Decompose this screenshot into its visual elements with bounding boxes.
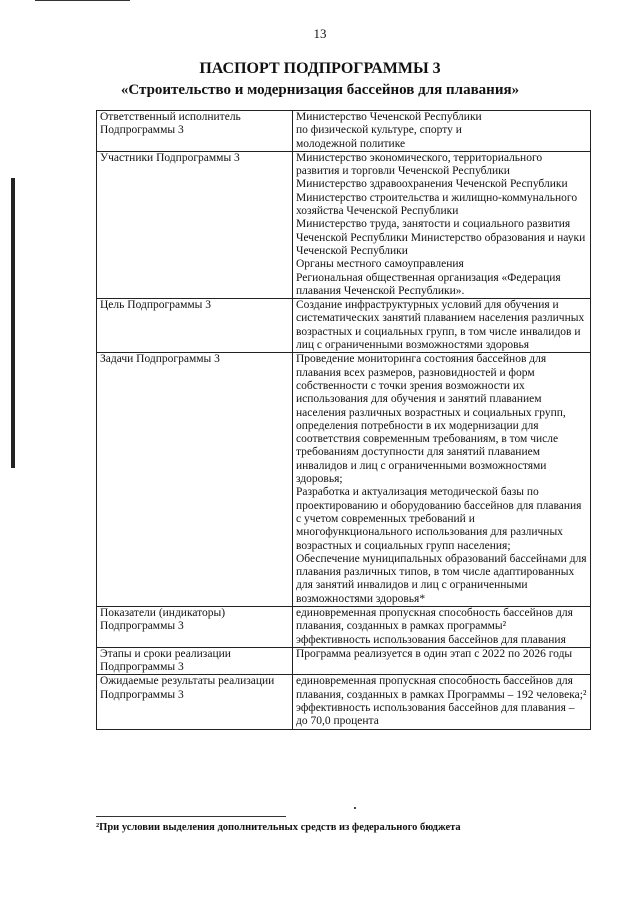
row-value <box>293 111 591 152</box>
page-number: 13 <box>313 26 327 41</box>
row-label: Этапы и сроки реализации Подпрограммы 3 <box>97 647 293 675</box>
value-line: Программа реализуется в один этап с 2022 по 2026 годы <box>296 647 573 660</box>
row-value <box>293 606 591 647</box>
row-label: Участники Подпрограммы 3 <box>97 151 293 298</box>
top-rule <box>35 0 130 1</box>
value-line: Министерство строительства и жилищно-коммунального хозяйства Чеченской Республики <box>296 191 578 218</box>
row-label: Показатели (индикаторы) Подпрограммы 3 <box>97 606 293 647</box>
value-line: Разработка и актуализация методической базы по проектированию и оборудованию бассейнов для плавания с учетом современных требований и многофункционального использования для различных возрастных и социальных групп населения; <box>296 486 582 552</box>
scan-margin-mark <box>11 178 15 468</box>
value-line: молодежной политике <box>296 137 406 150</box>
row-value <box>293 299 591 353</box>
document-title: ПАСПОРТ ПОДПРОГРАММЫ 3 <box>199 60 441 77</box>
row-label: Ожидаемые результаты реализации Подпрограммы 3 <box>97 675 293 729</box>
value-line: Министерство здравоохранения Чеченской Республики <box>296 178 568 191</box>
row-value <box>293 151 591 298</box>
value-line: Региональная общественная организация «Федерация плавания Чеченской Республики». <box>296 271 561 297</box>
table-row <box>97 606 591 647</box>
value-line: Проведение мониторинга состояния бассейнов для плавания всех размеров, разновидностей и форм собственности с точки зрения возможности их использования для обучения и занятий плаванием населения различных возрастных и социальных групп, определения потребности в их модернизации для соответствия современным требованиям, в том числе требованиям доступности для занятий плаванием инвалидов и лиц с ограниченными возможностями здоровья; <box>296 353 566 486</box>
value-line: эффективность использования бассейнов для плавания – до 70,0 процента <box>296 702 575 728</box>
value-line: Министерство экономического, территориального развития и торговли Чеченской Республики <box>296 151 543 178</box>
document-subtitle: «Строительство и модернизация бассейнов для плавания» <box>120 82 520 98</box>
row-value <box>293 353 591 607</box>
footnote-separator <box>96 816 286 817</box>
value-line: Министерство Чеченской Республики <box>296 111 482 123</box>
table-row <box>97 299 591 353</box>
footnote: ²При условии выделения дополнительных средств из федерального бюджета <box>96 822 461 833</box>
table-row <box>97 151 591 298</box>
table-row <box>97 111 591 152</box>
row-label: Ответственный исполнитель Подпрограммы 3 <box>97 111 293 152</box>
value-line: эффективность использования бассейнов для плавания <box>296 633 566 646</box>
value-line: единовременная пропускная способность бассейнов для плавания, созданных в рамках Программы – 192 человека;² <box>296 675 587 701</box>
value-line: единовременная пропускная способность бассейнов для плавания, созданных в рамках программы² <box>296 606 573 633</box>
value-line: по физической культуре, спорту и <box>296 124 462 137</box>
value-line: Органы местного самоуправления <box>296 258 464 271</box>
row-label: Задачи Подпрограммы 3 <box>97 353 293 607</box>
value-line: Создание инфраструктурных условий для обучения и систематических занятий плаванием населения различных возрастных и социальных групп, в том числе инвалидов и лиц с ограниченными возможностями здоровья <box>296 299 585 352</box>
value-line: Обеспечение муниципальных образований бассейнами для плавания различных типов, в том числе адаптированных для занятий инвалидов и лиц с ограниченными возможностями здоровья* <box>296 552 587 605</box>
row-value <box>293 647 591 675</box>
value-line: Министерство труда, занятости и социального развития Чеченской Республики Министерство образования и науки Чеченской Республики <box>296 218 586 257</box>
table-row <box>97 353 591 607</box>
table-row <box>97 647 591 675</box>
passport-table <box>96 110 591 730</box>
scan-dot <box>354 807 356 809</box>
table-row <box>97 675 591 729</box>
row-value <box>293 675 591 729</box>
row-label: Цель Подпрограммы 3 <box>97 299 293 353</box>
